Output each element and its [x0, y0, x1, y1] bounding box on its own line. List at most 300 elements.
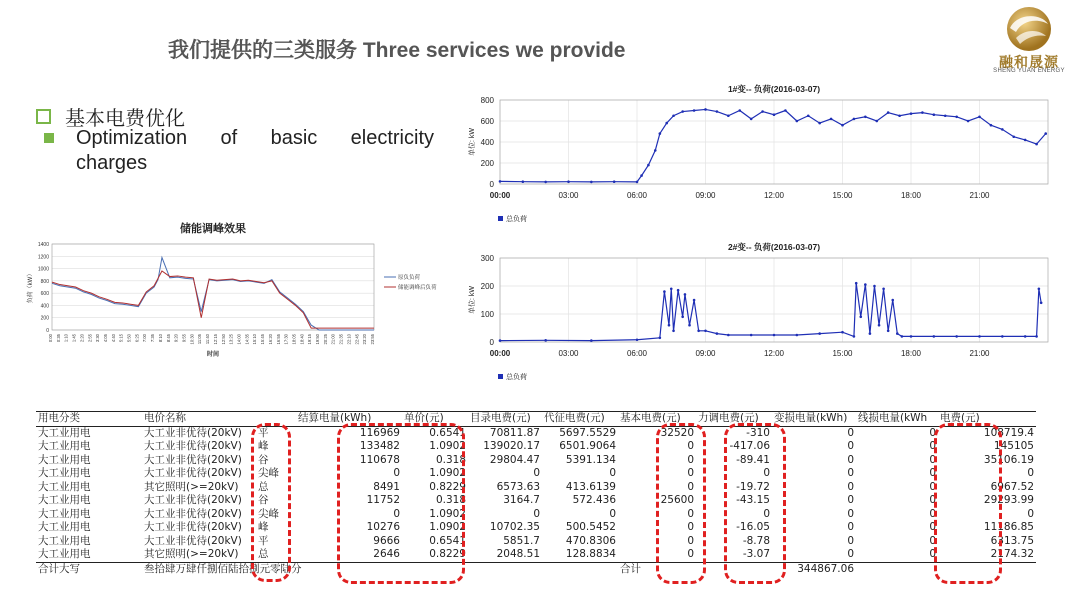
table-cell: 35106.19 — [983, 453, 1034, 466]
x-tick-label: 21:00 — [969, 191, 990, 200]
data-point — [901, 335, 904, 338]
table-cell: 8491 — [373, 480, 400, 493]
x-tick-label: 5:50 — [126, 334, 132, 343]
data-point — [944, 114, 947, 117]
table-cell: -19.72 — [736, 480, 770, 493]
table-cell: 0 — [847, 467, 854, 479]
data-point — [807, 114, 810, 117]
x-tick-label: 09:00 — [695, 349, 716, 358]
data-point — [663, 290, 666, 293]
column-header: 变损电量(kWh) — [772, 412, 856, 427]
table-row — [36, 521, 1036, 535]
table-cell: 10276 — [366, 521, 400, 533]
data-point — [978, 335, 981, 338]
x-tick-label: 15:45 — [260, 334, 266, 345]
table-cell: 0 — [687, 440, 694, 452]
y-tick-label: 0 — [489, 338, 494, 347]
data-point — [887, 111, 890, 114]
data-point — [841, 331, 844, 334]
y-tick-label: 1000 — [37, 266, 49, 273]
data-point — [677, 289, 680, 292]
x-tick-label: 2:20 — [79, 334, 85, 343]
data-point — [544, 181, 547, 184]
y-tick-label: 0 — [489, 180, 494, 189]
bullet-optimization — [44, 126, 434, 176]
data-point — [1035, 335, 1038, 338]
data-point — [910, 335, 913, 338]
table-cell: 大工业用电 — [38, 480, 91, 493]
legend-swatch — [498, 216, 503, 221]
table-cell: 大工业用电 — [38, 521, 91, 533]
hollow-square-bullet-icon — [36, 109, 51, 124]
solid-square-bullet-icon — [44, 133, 54, 143]
table-cell: 10702.35 — [489, 521, 540, 533]
logo-name: 融和晟源 — [999, 54, 1059, 70]
data-point — [659, 337, 662, 340]
x-tick-label: 5:15 — [118, 334, 124, 343]
data-point — [659, 132, 662, 135]
data-point — [665, 122, 668, 125]
column-header: 代征电费(元) — [542, 412, 618, 427]
x-tick-label: 12:00 — [763, 191, 785, 200]
table-cell: 0 — [929, 467, 936, 479]
x-tick-label: 00:00 — [489, 349, 511, 358]
table-row — [36, 494, 1036, 508]
x-tick-label: 14:00 — [236, 334, 242, 345]
chart-title: 2#变-- 负荷(2016-03-07) — [727, 242, 821, 252]
table-cell: 大工业用电 — [38, 467, 91, 479]
table-cell: 572.436 — [572, 494, 616, 506]
data-point — [640, 174, 643, 177]
table-cell: 0 — [847, 494, 854, 506]
table-cell: 5851.7 — [503, 534, 540, 547]
data-point — [750, 118, 753, 121]
table-cell: 大工业非优待(20kV) — [144, 494, 242, 506]
data-point — [1012, 135, 1015, 138]
table-cell: 大工业用电 — [38, 494, 91, 506]
plot-frame — [52, 244, 374, 330]
data-point — [1035, 143, 1038, 146]
x-tick-label: 1:45 — [71, 334, 77, 343]
y-tick-label: 400 — [480, 138, 494, 147]
table-cell: 0 — [687, 467, 694, 479]
data-point — [855, 282, 858, 285]
table-cell: 6501.9064 — [559, 440, 616, 452]
x-tick-label: 0:00 — [48, 334, 53, 343]
x-tick-label: 19:50 — [315, 334, 321, 345]
data-point — [693, 299, 696, 302]
x-tick-label: 03:00 — [558, 191, 579, 200]
table-cell: 0 — [929, 426, 936, 439]
x-tick-label: 1:10 — [63, 334, 69, 343]
column-header: 线损电量(kWh — [856, 412, 938, 427]
data-point — [875, 120, 878, 123]
table-cell: 500.5452 — [565, 521, 616, 533]
table-cell: -310 — [746, 426, 770, 439]
data-point — [1001, 335, 1004, 338]
column-header: 用电分类 — [36, 412, 142, 427]
data-point — [704, 330, 707, 333]
x-tick-label: 23:20 — [362, 334, 368, 345]
series-line — [500, 109, 1046, 181]
table-cell: 128.8834 — [565, 548, 616, 560]
data-point — [567, 180, 570, 183]
bullet-text: 基本电费优化 — [65, 108, 185, 130]
table-cell: 大工业用电 — [38, 507, 91, 520]
data-point — [727, 114, 730, 117]
table-cell: 0 — [847, 521, 854, 533]
table-cell: 0 — [763, 507, 770, 520]
data-point — [910, 112, 913, 115]
x-tick-label: 10:30 — [189, 334, 195, 345]
table-cell: -3.07 — [742, 548, 770, 560]
table-cell: 大工业用电 — [38, 548, 91, 560]
table-cell: 1.0902 — [429, 521, 466, 533]
data-point — [688, 324, 691, 327]
legend-label: 原负负荷 — [398, 275, 421, 281]
table-cell: 0 — [847, 453, 854, 466]
table-cell: 大工业用电 — [38, 426, 91, 439]
table-cell: 大工业非优待(20kV) — [144, 453, 242, 466]
table-row — [36, 467, 1036, 481]
table-cell: 2174.32 — [990, 548, 1034, 560]
table-cell: 0 — [929, 440, 936, 452]
peak-shaving-chart — [22, 218, 462, 368]
y-tick-label: 200 — [480, 282, 494, 291]
table-cell: 5697.5529 — [559, 426, 616, 439]
data-point — [672, 330, 675, 333]
y-axis-label: 负荷（kW） — [28, 270, 34, 304]
table-cell: 0 — [687, 534, 694, 547]
x-tick-label: 18:40 — [299, 334, 305, 345]
table-cell: 谷 — [258, 453, 269, 466]
x-tick-label: 15:10 — [252, 334, 258, 345]
x-tick-label: 18:00 — [900, 349, 922, 358]
y-tick-label: 800 — [40, 278, 49, 285]
table-cell: 大工业非优待(20kV) — [144, 426, 242, 439]
x-tick-label: 13:25 — [228, 334, 234, 345]
table-cell: 大工业非优待(20kV) — [144, 440, 242, 452]
table-cell: 0 — [687, 480, 694, 493]
x-tick-label: 21:00 — [969, 349, 990, 358]
table-cell: 0 — [1027, 467, 1034, 479]
table-row — [36, 481, 1036, 495]
data-point — [1040, 302, 1043, 305]
table-cell: 平 — [258, 426, 269, 439]
data-point — [668, 324, 671, 327]
table-cell: 3164.7 — [503, 494, 540, 506]
table-cell: 470.8306 — [565, 534, 616, 547]
y-tick-label: 200 — [480, 159, 494, 168]
y-axis-label: 单位: kW — [469, 286, 476, 314]
table-cell: 平 — [258, 534, 269, 547]
x-tick-label: 15:00 — [832, 349, 853, 358]
table-cell: 6573.63 — [496, 480, 540, 493]
column-header: 电价名称 — [142, 412, 256, 427]
data-point — [796, 120, 799, 123]
data-point — [1038, 288, 1041, 291]
y-tick-label: 100 — [480, 310, 494, 319]
data-point — [1024, 335, 1027, 338]
total-label: 合计大写 — [36, 562, 142, 576]
legend-label: 总负荷 — [506, 374, 527, 381]
table-row — [36, 548, 1036, 562]
table-cell: 总 — [258, 480, 269, 493]
table-cell: 大工业用电 — [38, 440, 91, 452]
column-header: 单价(元) — [402, 412, 468, 427]
table-cell: 0 — [763, 467, 770, 479]
data-point — [853, 118, 856, 121]
table-cell: 0 — [929, 507, 936, 520]
data-point — [670, 288, 673, 291]
table-cell: 峰 — [258, 521, 269, 533]
data-point — [738, 109, 741, 112]
table-cell: 大工业用电 — [38, 453, 91, 466]
chart-title: 储能调峰效果 — [180, 223, 246, 235]
table-row — [36, 535, 1036, 549]
y-tick-label: 600 — [480, 117, 494, 126]
table-cell: 大工业非优待(20kV) — [144, 521, 242, 533]
x-tick-label: 9:55 — [181, 334, 187, 343]
x-tick-label: 16:20 — [267, 334, 273, 345]
data-point — [878, 324, 881, 327]
data-point — [921, 111, 924, 114]
x-tick-label: 00:00 — [489, 191, 511, 200]
table-cell: 0 — [687, 507, 694, 520]
y-tick-label: 200 — [40, 315, 49, 322]
x-tick-label: 0:35 — [55, 334, 61, 343]
data-point — [761, 110, 764, 113]
table-cell: -89.41 — [736, 453, 770, 466]
column-header: 目录电费(元) — [468, 412, 542, 427]
x-tick-label: 4:05 — [102, 334, 108, 343]
y-tick-label: 0 — [46, 328, 49, 334]
data-point — [873, 285, 876, 288]
table-cell: 110678 — [359, 453, 400, 466]
data-point — [796, 334, 799, 337]
x-tick-label: 15:00 — [832, 191, 853, 200]
table-cell: 0 — [393, 507, 400, 520]
column-header: 力调电费(元) — [696, 412, 772, 427]
table-cell: 0 — [929, 480, 936, 493]
table-cell: 0 — [847, 440, 854, 452]
data-point — [684, 293, 687, 296]
y-tick-label: 600 — [40, 291, 49, 298]
table-cell: 大工业非优待(20kV) — [144, 534, 242, 547]
x-tick-label: 19:15 — [307, 334, 313, 345]
table-cell: 0 — [847, 426, 854, 439]
table-cell: 0 — [687, 548, 694, 560]
data-point — [896, 332, 899, 335]
column-header: 基本电费(元) — [618, 412, 696, 427]
table-cell: 2048.51 — [496, 548, 540, 560]
table-cell: 1.0902 — [429, 440, 466, 452]
data-point — [647, 164, 650, 167]
x-tick-label: 22:10 — [346, 334, 352, 345]
x-tick-label: 12:00 — [763, 349, 785, 358]
table-cell: 0.318 — [435, 494, 466, 506]
table-cell: 2646 — [373, 548, 400, 560]
table-cell: 133482 — [359, 440, 400, 452]
table-cell: 0 — [847, 480, 854, 493]
data-point — [864, 283, 867, 286]
x-tick-label: 3:30 — [95, 334, 101, 343]
y-tick-label: 1200 — [37, 254, 49, 261]
x-tick-label: 06:00 — [626, 349, 648, 358]
y-tick-label: 800 — [480, 96, 494, 105]
data-point — [697, 330, 700, 333]
table-cell: 0 — [609, 507, 616, 520]
column-header: 电费(元) — [938, 412, 1036, 427]
table-cell: 0 — [929, 548, 936, 560]
table-cell: 尖峰 — [258, 467, 279, 479]
data-point — [818, 332, 821, 335]
data-point — [933, 113, 936, 116]
data-point — [716, 110, 719, 113]
data-point — [882, 288, 885, 291]
x-tick-label: 4:40 — [110, 334, 116, 343]
x-tick-label: 8:10 — [157, 334, 163, 343]
table-cell: 0 — [609, 467, 616, 479]
table-cell: 0 — [687, 453, 694, 466]
table-cell: 0 — [929, 453, 936, 466]
table-cell: -16.05 — [736, 521, 770, 533]
table-row — [36, 440, 1036, 454]
table-cell: 413.6139 — [565, 480, 616, 493]
table-cell: 0 — [929, 534, 936, 547]
data-point — [704, 108, 707, 111]
table-cell: 0 — [929, 494, 936, 506]
table-cell: 0 — [533, 467, 540, 479]
logo-subtitle: SHENG YUAN ENERGY — [993, 68, 1065, 74]
table-cell: 25600 — [660, 494, 694, 506]
data-point — [955, 335, 958, 338]
table-cell: 尖峰 — [258, 507, 279, 520]
table-cell: 大工业非优待(20kV) — [144, 467, 242, 479]
data-point — [1044, 132, 1047, 135]
table-cell: 0.8229 — [429, 480, 466, 493]
data-point — [750, 334, 753, 337]
table-cell: 29293.99 — [983, 494, 1034, 506]
x-tick-label: 17:30 — [283, 334, 289, 345]
legend-label: 储能调峰后负荷 — [398, 285, 437, 291]
data-point — [830, 118, 833, 121]
x-tick-label: 21:00 — [330, 334, 336, 345]
y-tick-label: 400 — [40, 303, 49, 310]
data-point — [672, 114, 675, 117]
table-cell: 大工业非优待(20kV) — [144, 507, 242, 520]
x-tick-label: 7:35 — [150, 334, 156, 343]
x-tick-label: 6:25 — [134, 334, 140, 343]
table-cell: 0.6541 — [429, 426, 466, 439]
table-cell: 11752 — [366, 494, 400, 506]
data-point — [716, 332, 719, 335]
x-tick-label: 7:00 — [142, 334, 148, 343]
table-cell: 0.6541 — [429, 534, 466, 547]
data-point — [499, 180, 502, 183]
table-row — [36, 426, 1036, 440]
data-point — [636, 338, 639, 341]
table-cell: 11186.85 — [983, 521, 1034, 533]
x-tick-label: 2:55 — [87, 334, 93, 343]
table-cell: 1.0902 — [429, 507, 466, 520]
page-title: 我们提供的三类服务 Three services we provide — [168, 39, 626, 62]
table-cell: 0 — [929, 521, 936, 533]
data-point — [841, 124, 844, 127]
table-cell: 0 — [847, 548, 854, 560]
table-cell: 0 — [687, 521, 694, 533]
x-tick-label: 20:25 — [322, 334, 328, 345]
x-tick-label: 23:55 — [370, 334, 375, 345]
total-amount-words: 叁拾肆万肆仟捌佰陆拾捌元零陆分 — [142, 562, 618, 576]
series-line — [500, 283, 1041, 340]
table-cell: 9666 — [373, 534, 400, 547]
data-point — [693, 109, 696, 112]
data-point — [590, 181, 593, 184]
table-cell: 139020.17 — [483, 440, 540, 452]
x-tick-label: 03:00 — [558, 349, 579, 358]
x-tick-label: 8:45 — [165, 334, 171, 343]
chart-title: 1#变-- 负荷(2016-03-07) — [727, 84, 821, 94]
table-cell: 其它照明(>=20kV) — [144, 480, 239, 493]
table-cell: 0.8229 — [429, 548, 466, 560]
table-cell: 5391.134 — [565, 453, 616, 466]
bullet-text-line1: Optimization of basic electricity — [76, 127, 434, 149]
data-point — [898, 114, 901, 117]
table-cell: 29804.47 — [489, 453, 540, 466]
total-row — [36, 562, 1036, 576]
x-tick-label: 12:50 — [220, 334, 226, 345]
table-cell: 70811.87 — [489, 426, 540, 439]
data-point — [1024, 139, 1027, 142]
data-point — [654, 149, 657, 152]
x-tick-label: 22:45 — [354, 334, 360, 345]
data-point — [859, 316, 862, 319]
table-cell: -43.15 — [736, 494, 770, 506]
data-point — [818, 122, 821, 125]
table-cell: 0 — [533, 507, 540, 520]
table-cell: 116969 — [359, 426, 400, 439]
data-point — [773, 334, 776, 337]
data-point — [955, 116, 958, 119]
x-tick-label: 9:20 — [173, 334, 179, 343]
table-cell: 其它照明(>=20kV) — [144, 548, 239, 560]
table-cell: 145105 — [993, 440, 1034, 452]
bullet-text-line2: charges — [76, 152, 148, 174]
data-point — [784, 109, 787, 112]
table-cell: 32520 — [660, 426, 694, 439]
x-tick-label: 11:40 — [205, 334, 211, 345]
y-axis-label: 单位: kW — [469, 128, 476, 156]
table-cell: 108719.4 — [983, 426, 1034, 439]
data-point — [864, 116, 867, 119]
table-cell: 谷 — [258, 494, 269, 506]
data-point — [590, 339, 593, 342]
data-point — [1001, 128, 1004, 131]
legend-label: 总负荷 — [506, 216, 527, 223]
column-header — [256, 412, 296, 427]
electricity-bill-table — [36, 411, 1036, 576]
table-row — [36, 508, 1036, 522]
table-cell: 0 — [393, 467, 400, 479]
data-point — [613, 180, 616, 183]
x-tick-label: 18:05 — [291, 334, 297, 345]
column-header: 结算电量(kWh) — [296, 412, 402, 427]
table-header-row — [36, 412, 1036, 427]
data-point — [853, 335, 856, 338]
total-sum-label: 合计 — [618, 562, 696, 576]
data-point — [681, 110, 684, 113]
